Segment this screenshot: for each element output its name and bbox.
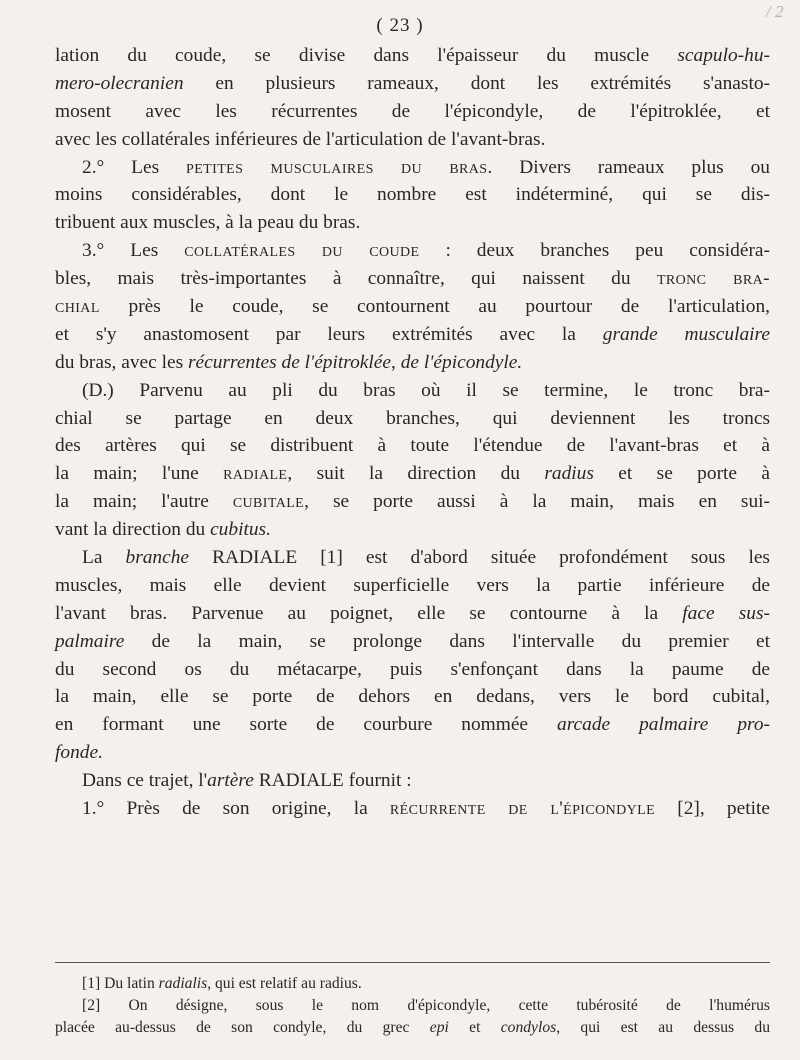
corner-mark: / 2: [766, 2, 784, 21]
text-line: 1.° Près de son origine, la récurrente de l'épicondyle [2], petite: [82, 798, 770, 820]
footnote-line: [2] On désigne, sous le nom d'épicondyle, cette tubérosité de l'humérus: [82, 997, 770, 1014]
text-line: mosent avec les récurrentes de l'épicondyle, de l'épitroklée, et: [55, 100, 770, 122]
text-line: (D.) Parvenu au pli du bras où il se termine, le tronc bra-: [82, 379, 770, 401]
text-line: 3.° Les collatérales du coude : deux branches peu considéra-: [82, 240, 770, 262]
footnotes: [55, 973, 770, 1039]
text-line: du bras, avec les récurrentes de l'épitroklée, de l'épicondyle.: [55, 351, 523, 373]
text-line: mero-olecranien en plusieurs rameaux, dont les extrémités s'anasto-: [55, 72, 770, 94]
text-line: la main, elle se porte de dehors en dedans, vers le bord cubital,: [55, 686, 770, 708]
text-line: chial se partage en deux branches, qui deviennent les troncs: [55, 407, 770, 429]
text-line: chial près le coude, se contournent au pourtour de l'articulation,: [55, 296, 770, 318]
text-line: en formant une sorte de courbure nommée arcade palmaire pro-: [55, 714, 770, 736]
text-line: La branche RADIALE [1] est d'abord située profondément sous les: [82, 547, 770, 569]
body-text: [55, 42, 770, 823]
footnote-line: placée au-dessus de son condyle, du grec epi et condylos, qui est au dessus du: [55, 1019, 770, 1036]
text-line: lation du coude, se divise dans l'épaisseur du muscle scapulo-hu-: [55, 45, 770, 66]
text-line: fonde.: [55, 742, 103, 764]
text-line: la main; l'une radiale, suit la direction du radius et se porte à: [55, 463, 770, 485]
text-line: des artères qui se distribuent à toute l'étendue de l'avant-bras et à: [55, 435, 770, 457]
text-line: l'avant bras. Parvenue au poignet, elle se contourne à la face sus-: [55, 602, 770, 624]
text-line: la main; l'autre cubitale, se porte aussi à la main, mais en sui-: [55, 491, 770, 513]
page-number: ( 23 ): [376, 15, 424, 36]
text-line: bles, mais très-importantes à connaître, qui naissent du tronc bra-: [55, 268, 771, 290]
text-line: tribuent aux muscles, à la peau du bras.: [55, 212, 361, 234]
text-line: 2.° Les petites musculaires du bras. Divers rameaux plus ou: [82, 156, 770, 178]
text-line: avec les collatérales inférieures de l'articulation de l'avant-bras.: [55, 128, 546, 150]
footnote-line: [1] Du latin radialis, qui est relatif au radius.: [82, 975, 362, 992]
text-line: Dans ce trajet, l'artère RADIALE fournit :: [82, 770, 412, 792]
footnote-divider: [55, 962, 770, 963]
text-line: muscles, mais elle devient superficielle vers la partie inférieure de: [55, 574, 770, 596]
text-line: palmaire de la main, se prolonge dans l'intervalle du premier et: [55, 630, 770, 652]
text-line: et s'y anastomosent par leurs extrémités avec la grande musculaire: [55, 323, 770, 345]
text-line: moins considérables, dont le nombre est indéterminé, qui se dis-: [55, 184, 770, 206]
text-line: du second os du métacarpe, puis s'enfonçant dans la paume de: [55, 658, 770, 680]
text-line: vant la direction du cubitus.: [55, 519, 271, 541]
